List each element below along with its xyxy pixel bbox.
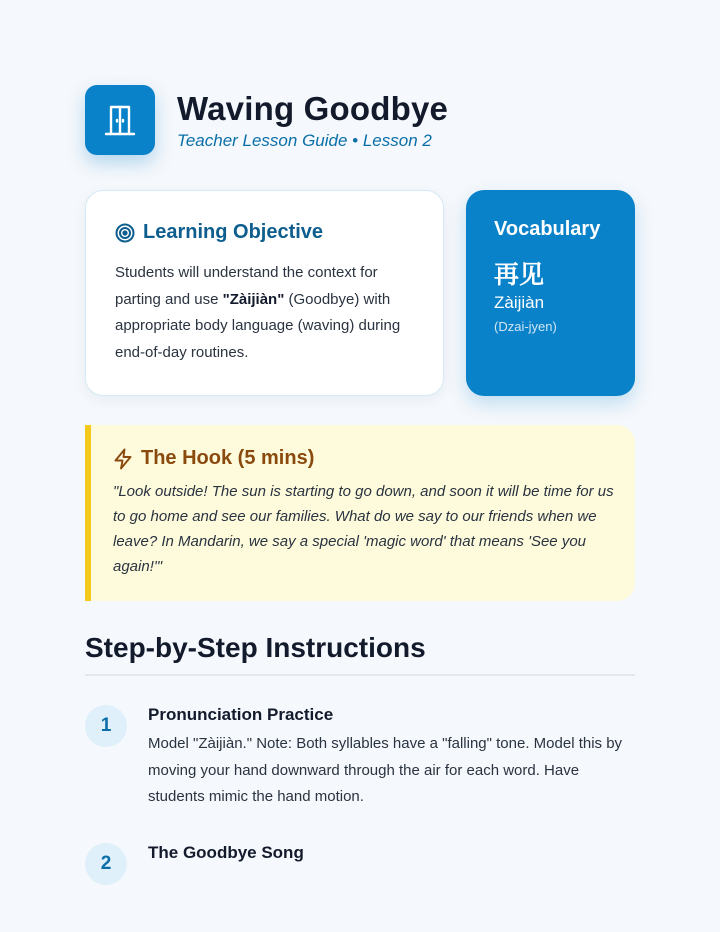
hook-text: "Look outside! The sun is starting to go down, and soon it will be time for us to go home and see our families. What do we say to our friends when we leave? In Mandarin, we say a special 'magic word' that means 'See you again!'" <box>113 483 614 575</box>
lesson-header <box>85 85 448 155</box>
target-icon <box>115 223 135 243</box>
hook-card <box>85 425 635 601</box>
objective-text <box>115 260 415 366</box>
learning-objective-card <box>85 190 444 396</box>
instruction-step <box>85 705 635 811</box>
door-icon <box>100 100 140 140</box>
step-number-badge: 2 <box>85 843 127 885</box>
vocabulary-pronunciation: (Dzai-jyen) <box>494 319 557 334</box>
step-description: Model "Zàijiàn." Note: Both syllables have a "falling" tone. Model this by moving your hand downward through the air for each word. Have students mimic the hand motion. <box>148 735 623 805</box>
page-subtitle: Teacher Lesson Guide • Lesson 2 <box>177 131 432 150</box>
objective-heading: Learning Objective <box>143 221 324 243</box>
objective-keyword: "Zàijiàn" <box>222 290 285 308</box>
lesson-logo <box>85 85 155 155</box>
vocabulary-hanzi: 再见 <box>494 260 545 289</box>
instructions-title: Step-by-Step Instructions <box>85 632 635 676</box>
objective-text-part: Students will understand the context for parting and use <box>115 264 378 308</box>
vocabulary-pinyin: Zàijiàn <box>494 293 545 312</box>
vocabulary-card <box>466 190 635 396</box>
step-title: The Goodbye Song <box>148 843 304 862</box>
page-title: Waving Goodbye <box>177 90 449 127</box>
instruction-step <box>85 843 635 885</box>
step-title: Pronunciation Practice <box>148 705 334 724</box>
step-number-badge: 1 <box>85 705 127 747</box>
objective-text-part: (Goodbye) with appropriate body language (waving) during end-of-day routines. <box>115 290 401 361</box>
lightning-icon <box>113 448 133 470</box>
vocabulary-title: Vocabulary <box>494 218 601 240</box>
hook-heading: The Hook (5 mins) <box>141 447 315 469</box>
